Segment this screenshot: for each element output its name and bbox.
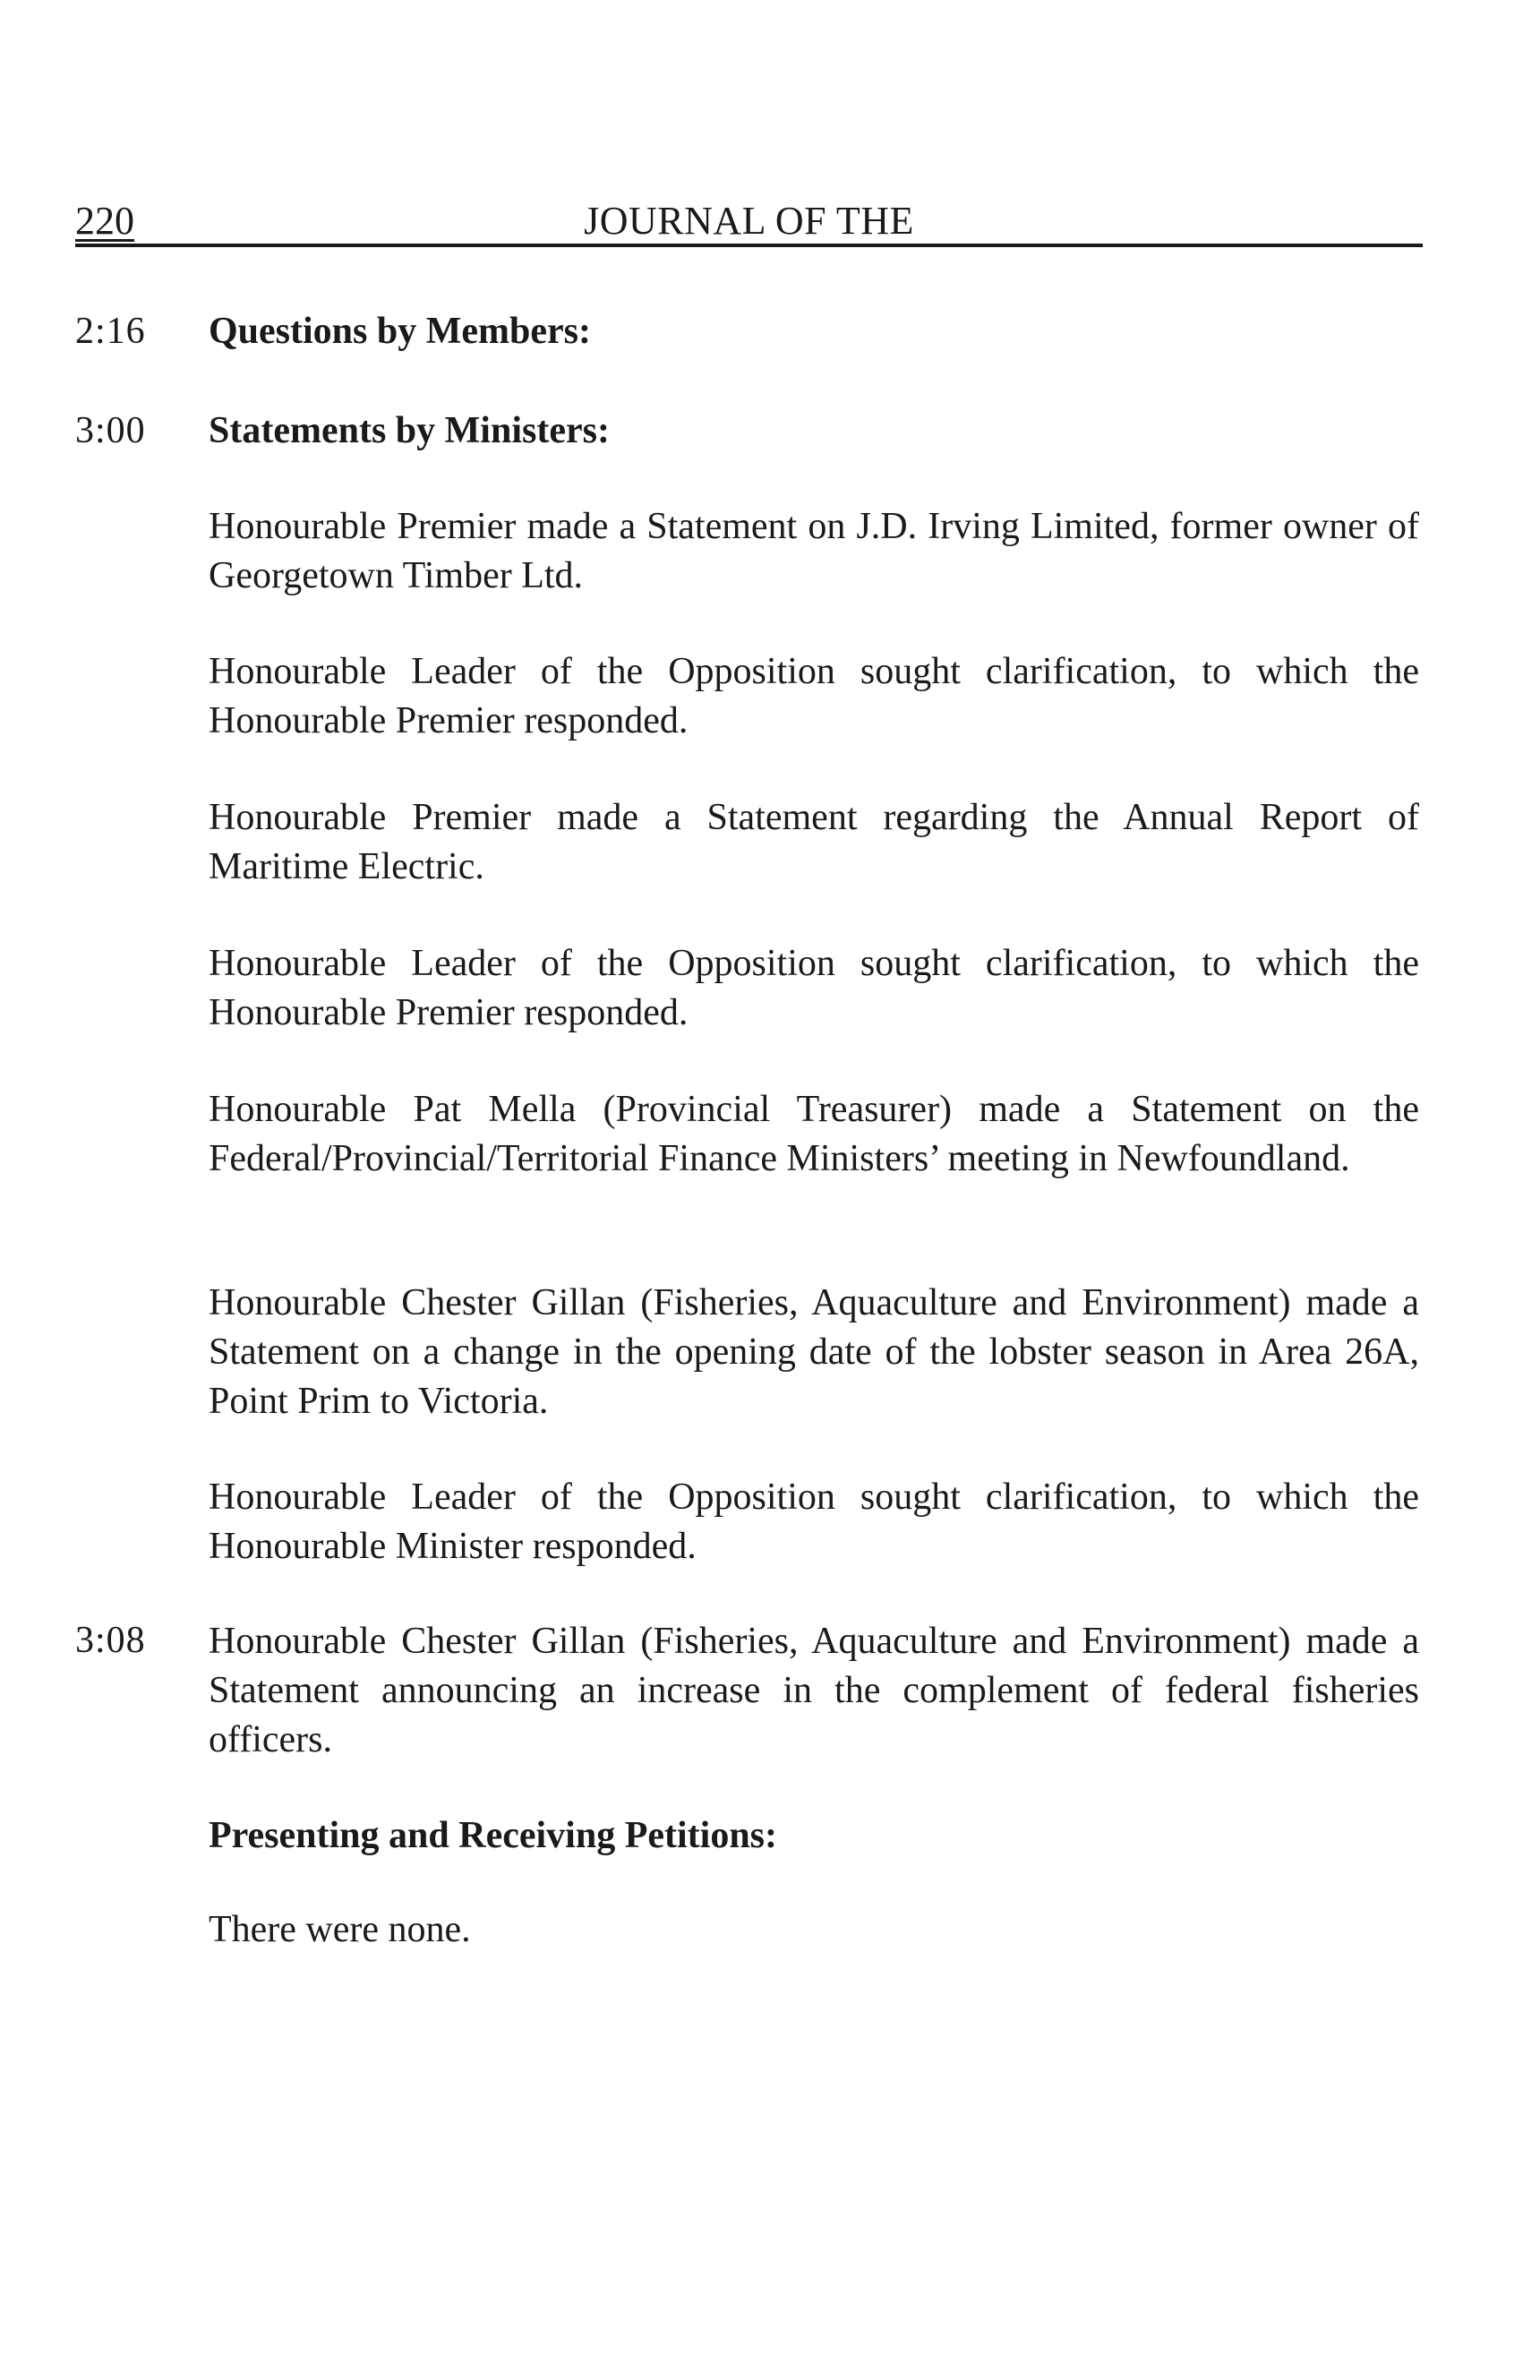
paragraph-text: Honourable Leader of the Opposition sought clarification, to which the Honourable Premier responded. xyxy=(209,651,1419,741)
running-title: JOURNAL OF THE xyxy=(584,199,914,243)
section-heading-petitions: Presenting and Receiving Petitions: xyxy=(209,1815,778,1856)
section-heading-questions: Questions by Members: xyxy=(209,311,591,352)
paragraph-statement-1 xyxy=(209,502,1419,601)
paragraph-text: Honourable Chester Gillan (Fisheries, Aquaculture and Environment) made a Statement on a change in the opening date of the lobster season in Area 26A, Point Prim to Victoria. xyxy=(209,1282,1419,1422)
page-number: 220 xyxy=(75,199,134,243)
paragraph-text: Honourable Leader of the Opposition sought clarification, to which the Honourable Premier responded. xyxy=(209,943,1419,1033)
time-stamp: 3:00 xyxy=(75,410,146,451)
time-stamp: 3:08 xyxy=(75,1620,146,1661)
paragraph-text: Honourable Premier made a Statement regarding the Annual Report of Maritime Electric. xyxy=(209,797,1419,887)
paragraph-fisheries-officers xyxy=(209,1617,1419,1765)
paragraph-statement-2 xyxy=(209,793,1419,892)
paragraph-text: Honourable Pat Mella (Provincial Treasurer) made a Statement on the Federal/Provincial/Territorial Finance Ministers’ meeting in Newfoundland. xyxy=(209,1089,1419,1179)
paragraph-clarification-2 xyxy=(209,939,1419,1038)
section-heading-statements: Statements by Ministers: xyxy=(209,410,610,451)
paragraph-petitions xyxy=(209,1905,1419,1955)
paragraph-text: Honourable Chester Gillan (Fisheries, Aquaculture and Environment) made a Statement announcing an increase in the complement of federal fisheries officers. xyxy=(209,1621,1419,1760)
paragraph-statement-4 xyxy=(209,1279,1419,1426)
paragraph-text: Honourable Leader of the Opposition sought clarification, to which the Honourable Minister responded. xyxy=(209,1477,1419,1567)
page-header xyxy=(75,199,1423,247)
paragraph-text: Honourable Premier made a Statement on J.D. Irving Limited, former owner of Georgetown Timber Ltd. xyxy=(209,506,1419,596)
paragraph-text: There were none. xyxy=(209,1909,471,1950)
paragraph-clarification-1 xyxy=(209,647,1419,746)
paragraph-statement-3 xyxy=(209,1085,1419,1184)
paragraph-clarification-3 xyxy=(209,1473,1419,1571)
time-stamp: 2:16 xyxy=(75,311,146,352)
